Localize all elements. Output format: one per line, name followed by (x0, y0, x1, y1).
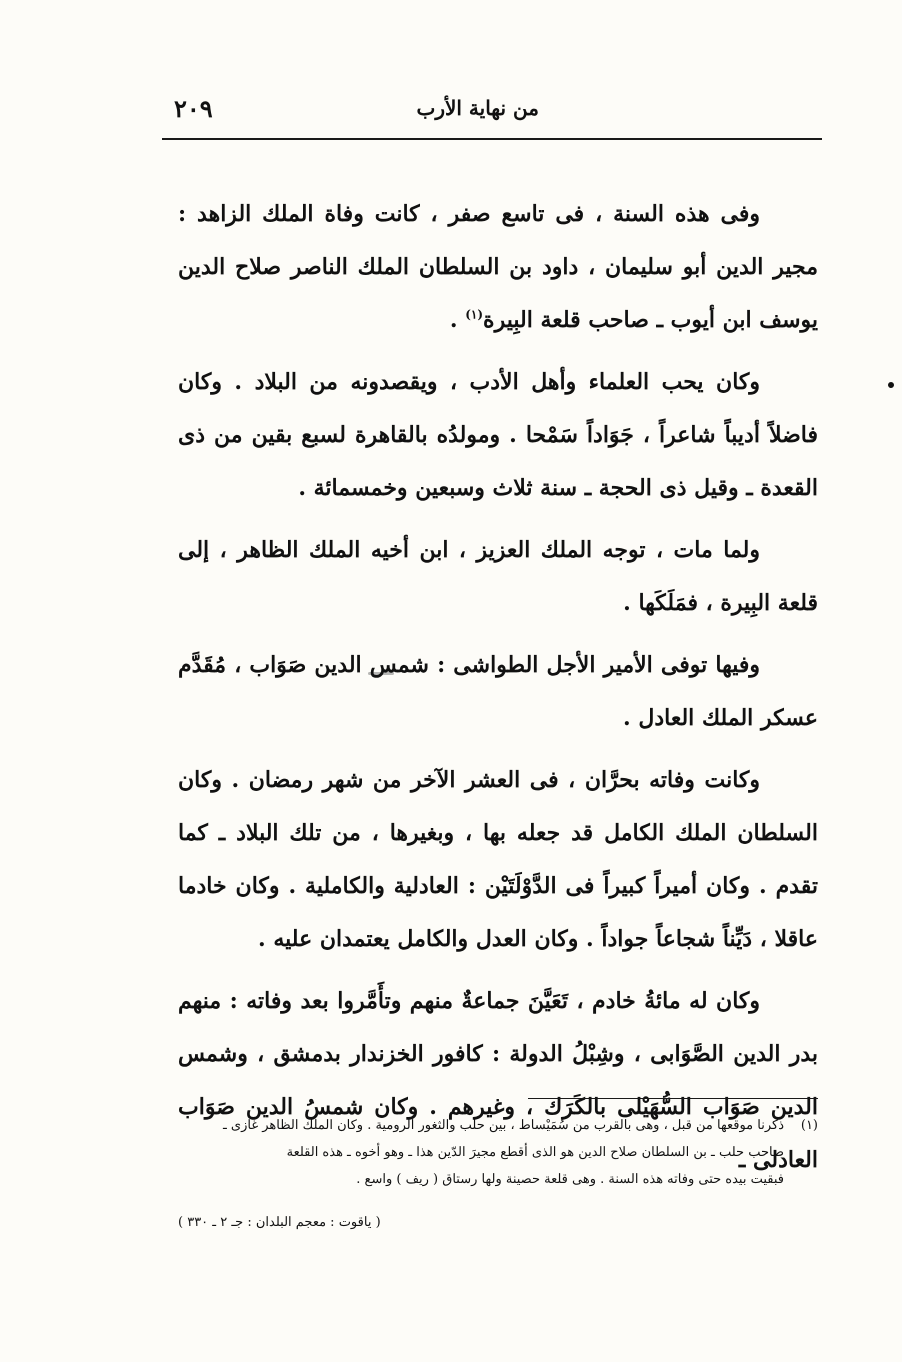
footnote-rule (528, 1098, 818, 1099)
paragraph: وفى هذه السنة ، فى تاسع صفر ، كانت وفاة الملك الزاهد : مجير الدين أبو سليمان ، داود بن السلطان الملك الناصر صلاح الدين يوسف ابن أيوب ـ صاحب قلعة البِيرة$^{(١)}$ . (178, 201, 818, 333)
paragraph: وكانت وفاته بحرَّان ، فى العشر الآخر من شهر رمضان . وكان السلطان الملك الكامل قد جعله بها ، وبغيرها ، من تلك البلاد ـ كما تقدم . وكان أميراً كبيراً فى الدَّوْلَتَيْن : العادلية والكاملية . وكان خادما عاقلا ، دَيِّناً شجاعاً جواداً . وكان العدل والكامل يعتمدان عليه . (178, 767, 818, 952)
footnote-number: (١) (800, 1118, 818, 1133)
paragraph: وفيها توفى الأمير الأجل الطواشى : شمس الدين صَوَاب ، مُقَدَّم عسكر الملك العادل . (178, 652, 818, 731)
footnote (178, 1112, 818, 1193)
footnote-ref: (١) (465, 307, 484, 322)
page-header (162, 92, 814, 136)
footnote-line: فبقيت بيده حتى وفاته هذه السنة . وهى قلعة حصينة ولها رستاق ( ريف ) واسع . (356, 1172, 784, 1187)
main-text (178, 188, 818, 1196)
footnotes (178, 1112, 818, 1236)
paragraph: وكان له مائةُ خادم ، تَعَيَّنَ جماعةٌ منهم وتأَمَّروا بعد وفاته : منهم بدر الدين الصَّوَابى ، وشِبْلُ الدولة : كافور الخزندار بدمشق ، وشمس الدين صَوَاب السُّهَيْلى بالكَرَك ، وغيرهم . وكان شمسُ الدين صَوَاب العادلى ـ (178, 988, 818, 1173)
page-number: ٢٠٩ (174, 94, 213, 123)
paragraph: وكان يحب العلماء وأهل الأدب ، ويقصدونه من البلاد . وكان فاضلاً أديباً شاعراً ، جَوَاداً سَمْحا . ومولدُه بالقاهرة لسبع بقين من ذى القعدة ـ وقيل ذى الحجة ـ سنة ثلاث وسبعين وخمسمائة . (178, 369, 818, 501)
footnote-text (178, 1112, 784, 1193)
footnote-line: صاحب حلب ـ بن السلطان صلاح الدين هو الذى أقطع مجيرَ الدّين هذا ـ وهو أخوه ـ هذه القلعة (286, 1145, 784, 1160)
ink-dot (888, 382, 894, 388)
running-title: من نهاية الأرب (416, 96, 539, 120)
footnote-line: ذكرنا موقعها من قبل ، وهى بالقرب من سُمَيْساط ، بين حلب والثغور الرومية . وكان الملك الظاهر غازى ـ (222, 1118, 784, 1133)
paragraph: ولما مات ، توجه الملك العزيز ، ابن أخيه الملك الظاهر ، إلى قلعة البِيرة ، فمَلَكَها . (178, 537, 818, 616)
header-rule (162, 138, 822, 140)
footnote-source: ( ياقوت : معجم البلدان : جـ ٢ ـ ٣٣٠ ) (178, 1215, 381, 1230)
